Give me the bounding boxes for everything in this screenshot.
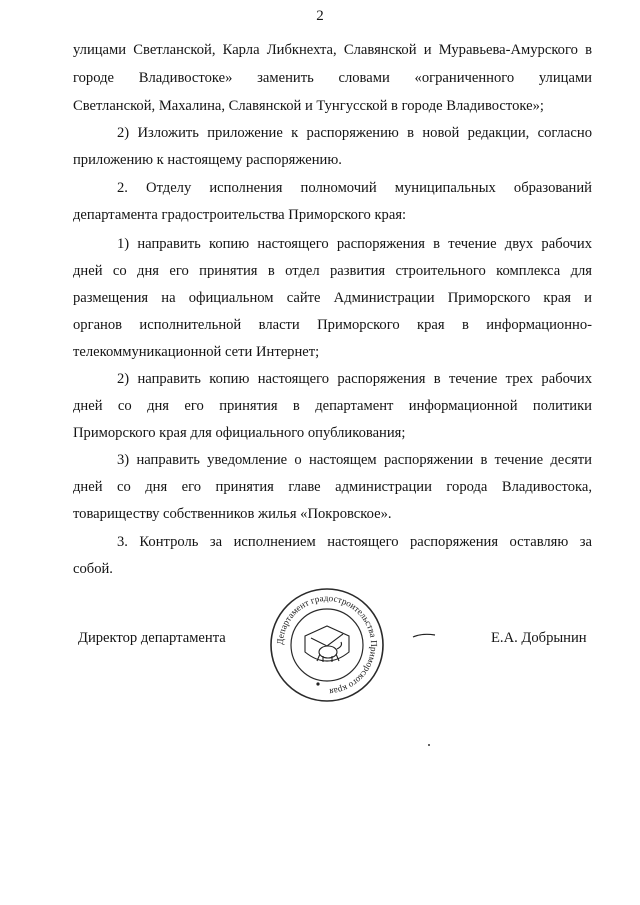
text-line: собой. <box>73 561 113 577</box>
text-line: 2) Изложить приложение к распоряжению в новой редакции, согласно <box>117 125 592 141</box>
text-line: Приморского края для официального опубликования; <box>73 425 406 441</box>
text-line: органов исполнительной власти Приморского края в информационно- <box>73 317 592 333</box>
text-line: департамента градостроительства Приморского края: <box>73 207 407 223</box>
text-line: приложению к настоящему распоряжению. <box>73 152 342 168</box>
text-line: 3. Контроль за исполнением настоящего распоряжения оставляю за <box>117 534 592 550</box>
scan-speck <box>428 744 430 746</box>
emblem-icon <box>305 626 349 662</box>
text-line: размещения на официальном сайте Администрации Приморского края и <box>73 290 592 306</box>
text-line: городе Владивостоке» заменить словами «ограниченного улицами <box>73 70 592 86</box>
signature-title: Директор департамента <box>78 630 226 646</box>
official-stamp-icon <box>268 586 386 704</box>
page-number: 2 <box>316 8 324 24</box>
text-line: телекоммуникационной сети Интернет; <box>73 344 320 360</box>
text-line: дней со дня его принятия в департамент информационной политики <box>73 398 592 414</box>
text-line: товариществу собственников жилья «Покровское». <box>73 506 392 522</box>
text-line: 2. Отделу исполнения полномочий муниципальных образований <box>117 180 592 196</box>
signature-stroke-icon <box>412 630 436 640</box>
stamp-ring-text: Департамент градостроительства Приморского края <box>274 592 380 697</box>
signatory-name: Е.А. Добрынин <box>491 630 587 646</box>
stamp-star-icon <box>316 682 319 685</box>
text-line: 1) направить копию настоящего распоряжения в течение двух рабочих <box>117 236 592 252</box>
text-line: 3) направить уведомление о настоящем распоряжении в течение десяти <box>117 452 592 468</box>
text-line: Светланской, Махалина, Славянской и Тунгусской в городе Владивостоке»; <box>73 98 544 114</box>
text-line: 2) направить копию настоящего распоряжения в течение трех рабочих <box>117 371 592 387</box>
text-line: улицами Светланской, Карла Либкнехта, Славянской и Муравьева-Амурского в <box>73 42 592 58</box>
text-line: дней со дня его принятия главе администрации города Владивостока, <box>73 479 592 495</box>
text-line: дней со дня его принятия в отдел развития строительного комплекса для <box>73 263 592 279</box>
